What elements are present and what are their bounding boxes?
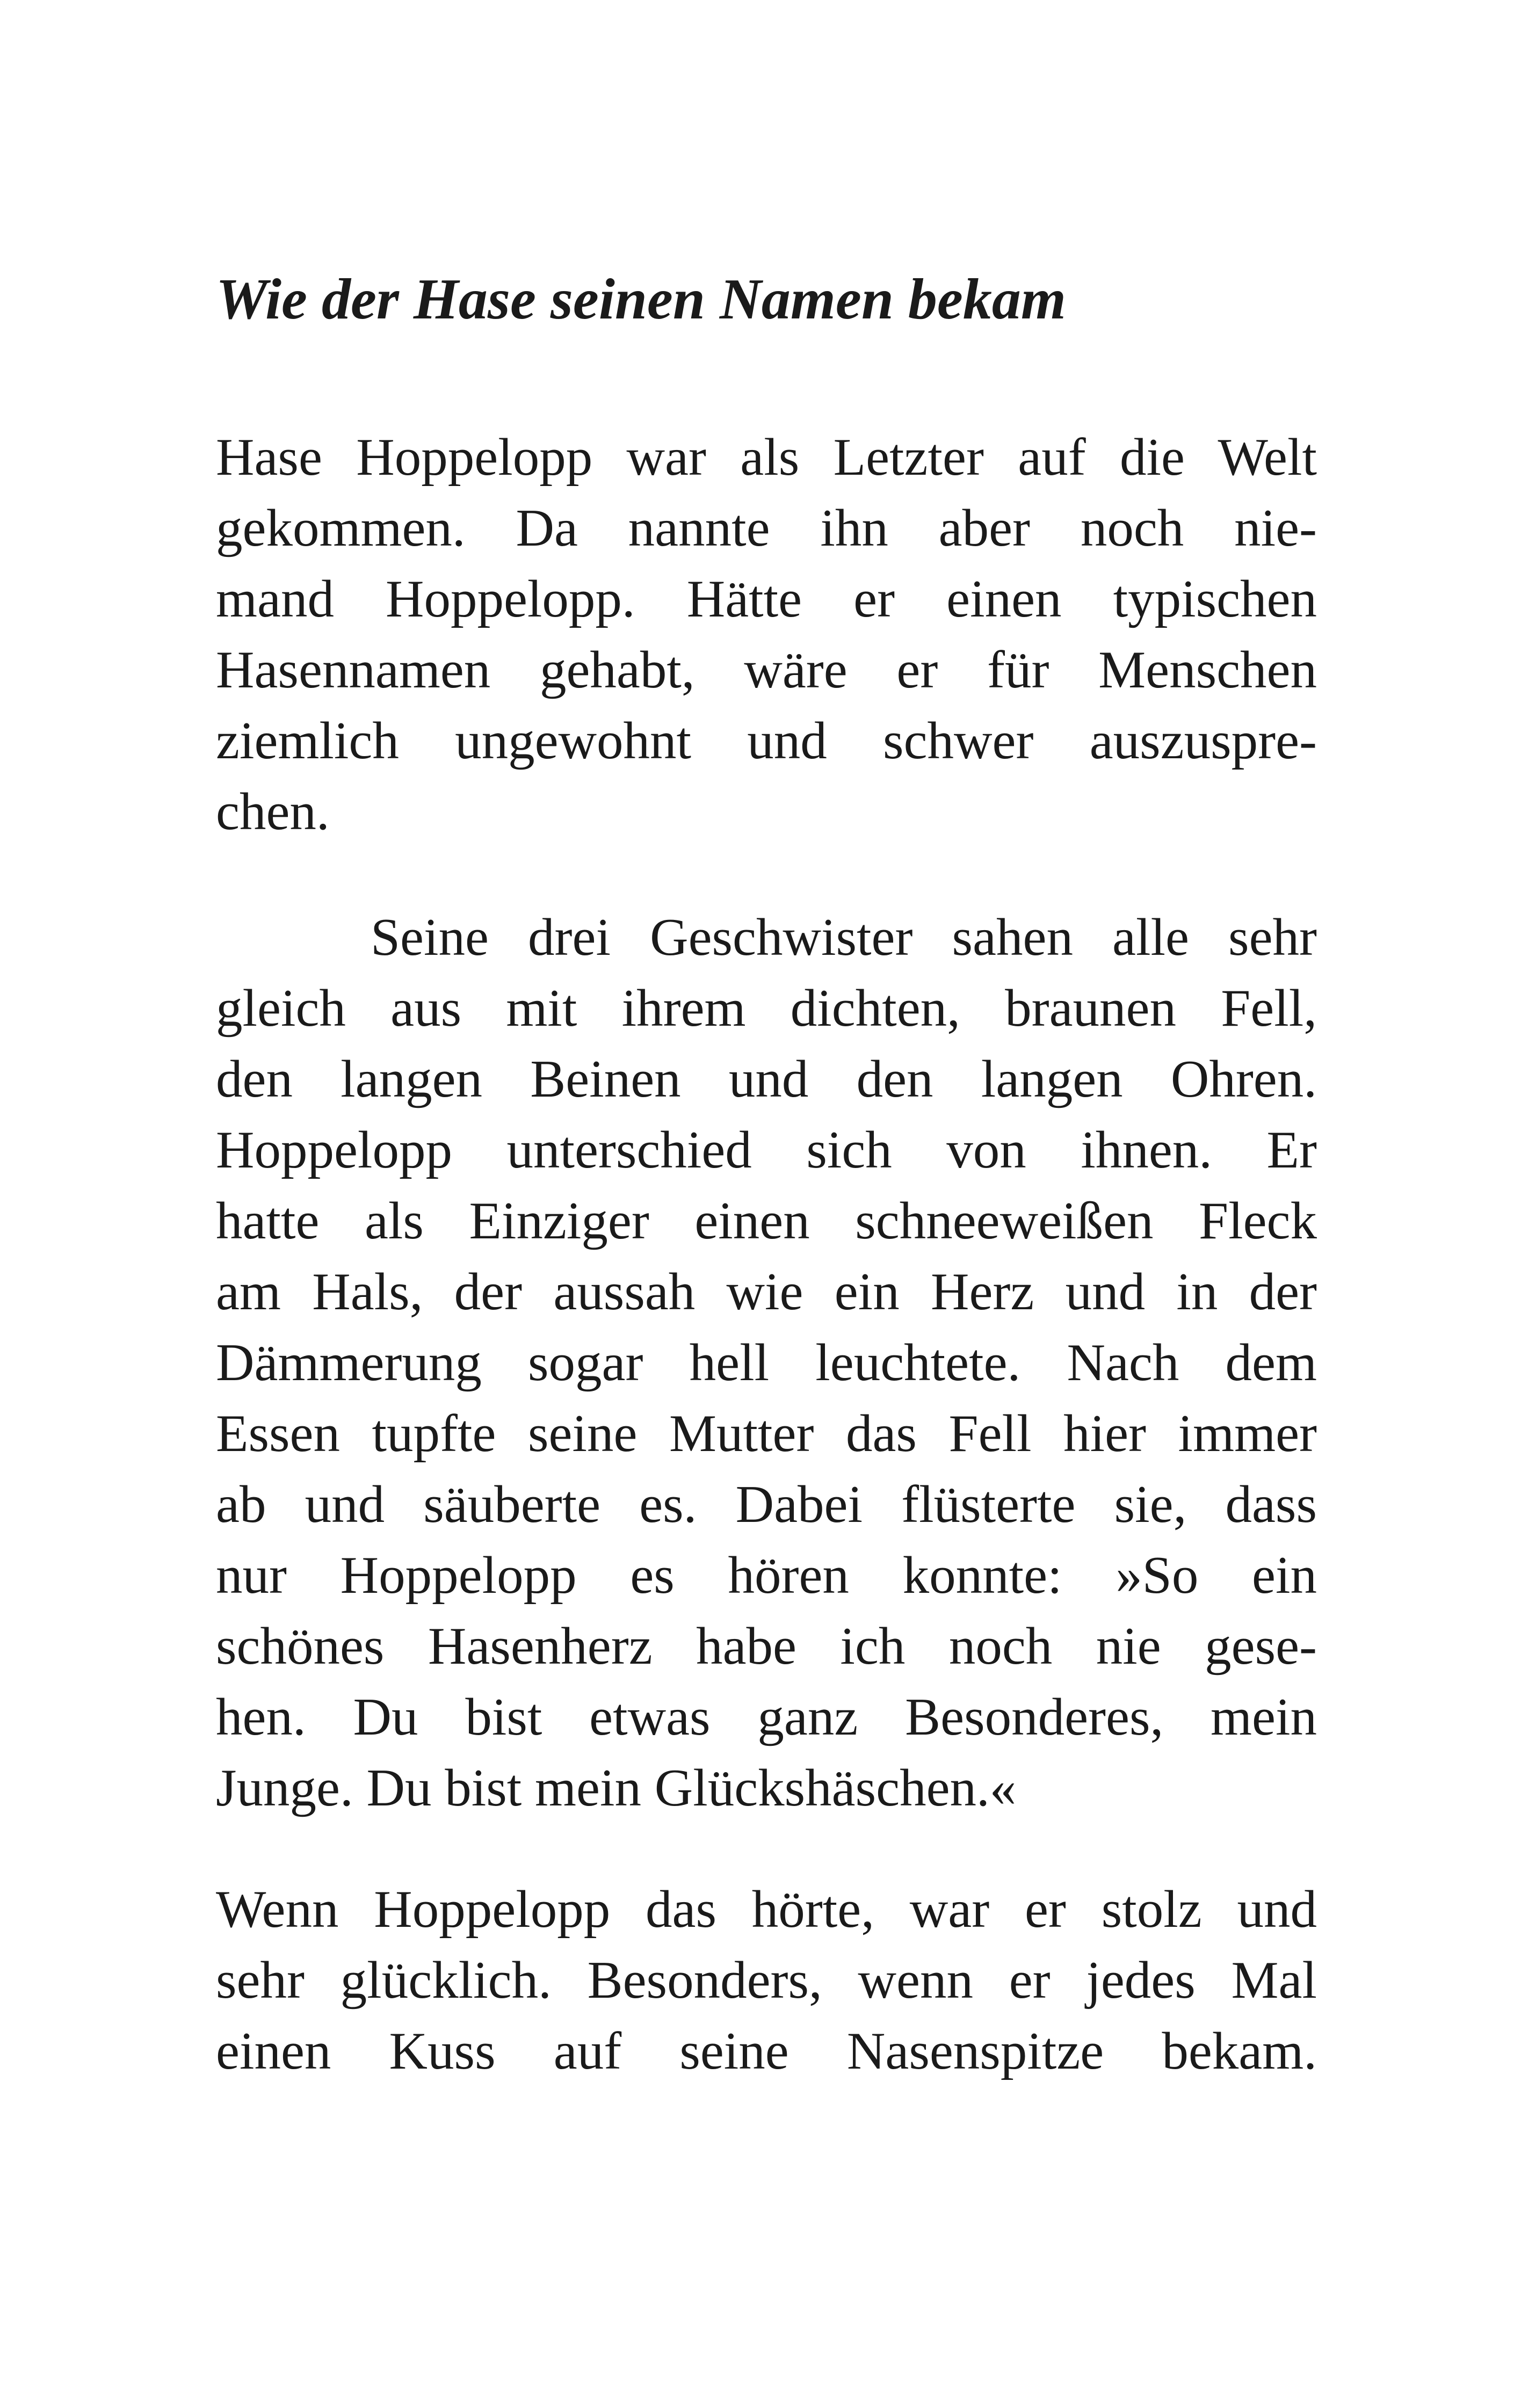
- text-line: gleich aus mit ihrem dichten, braunen Fell,: [216, 979, 1317, 1038]
- text-line: gekommen. Da nannte ihn aber noch nie-: [216, 499, 1317, 557]
- text-line: chen.: [216, 782, 330, 841]
- text-line: Seine drei Geschwister sahen alle sehr: [371, 908, 1317, 967]
- text-line: mand Hoppelopp. Hätte er einen typischen: [216, 570, 1317, 628]
- text-line: schönes Hasenherz habe ich noch nie gese-: [216, 1617, 1317, 1676]
- text-line: einen Kuss auf seine Nasenspitze bekam.: [216, 2022, 1317, 2080]
- text-line: Hasennamen gehabt, wäre er für Menschen: [216, 641, 1317, 699]
- text-line: Dämmerung sogar hell leuchtete. Nach dem: [216, 1333, 1317, 1392]
- chapter-title: Wie der Hase seinen Namen bekam: [216, 267, 1066, 331]
- text-line: den langen Beinen und den langen Ohren.: [216, 1050, 1317, 1108]
- text-line: Hase Hoppelopp war als Letzter auf die Welt: [216, 428, 1317, 487]
- text-line: Wenn Hoppelopp das hörte, war er stolz und: [216, 1880, 1317, 1939]
- text-line: ab und säuberte es. Dabei flüsterte sie, dass: [216, 1475, 1317, 1534]
- text-line: sehr glücklich. Besonders, wenn er jedes Mal: [216, 1951, 1317, 2010]
- text-line: hen. Du bist etwas ganz Besonderes, mein: [216, 1688, 1317, 1746]
- text-line: Essen tupfte seine Mutter das Fell hier immer: [216, 1404, 1317, 1463]
- text-line: Hoppelopp unterschied sich von ihnen. Er: [216, 1121, 1317, 1179]
- text-line: hatte als Einziger einen schneeweißen Fleck: [216, 1192, 1317, 1250]
- text-line: am Hals, der aussah wie ein Herz und in der: [216, 1263, 1317, 1321]
- text-line: nur Hoppelopp es hören konnte: »So ein: [216, 1546, 1317, 1605]
- text-line: Junge. Du bist mein Glückshäschen.«: [216, 1759, 1017, 1817]
- text-line: ziemlich ungewohnt und schwer auszuspre-: [216, 712, 1317, 770]
